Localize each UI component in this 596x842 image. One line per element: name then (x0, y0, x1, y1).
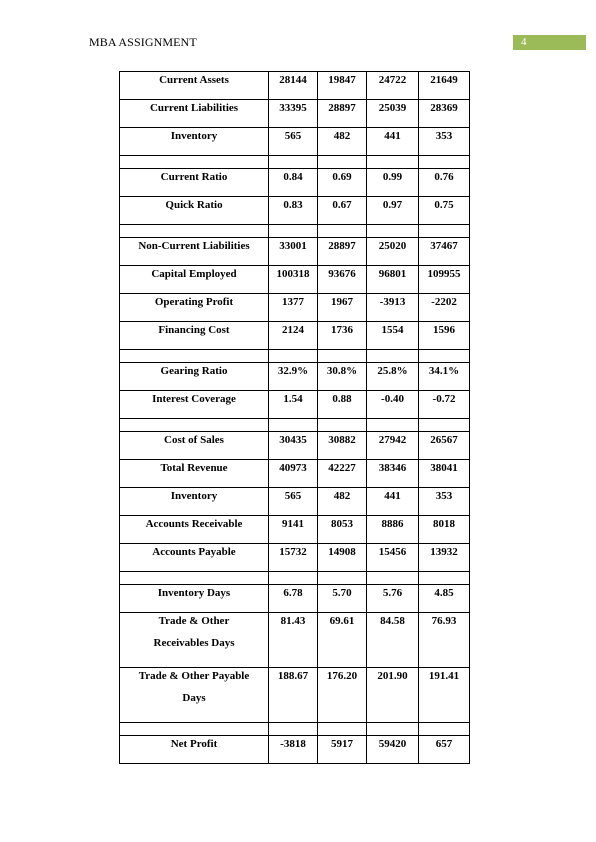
value-text: 0.69 (332, 171, 352, 183)
table-row (120, 613, 470, 668)
value-text: 93676 (328, 268, 356, 280)
value-text: 28144 (279, 74, 307, 86)
value-cell (419, 72, 470, 100)
value-text: 21649 (430, 74, 458, 86)
table-row (120, 128, 470, 156)
value-text: 0.67 (332, 199, 352, 211)
spacer-row (120, 572, 470, 585)
value-text: 1554 (381, 324, 404, 336)
empty-cell (318, 350, 367, 363)
value-cell (419, 169, 470, 197)
value-text: 28897 (328, 240, 356, 252)
value-text: 19847 (328, 74, 356, 86)
value-text: 8018 (433, 518, 455, 530)
value-cell (269, 197, 318, 225)
value-text: -0.72 (432, 393, 456, 405)
table-row (120, 238, 470, 266)
value-text: 353 (435, 490, 453, 502)
value-cell (419, 363, 470, 391)
table-row (120, 266, 470, 294)
value-cell (419, 100, 470, 128)
value-cell (367, 363, 419, 391)
row-label-text: Inventory Days (157, 587, 231, 599)
value-cell (269, 322, 318, 350)
table-row (120, 197, 470, 225)
value-text: 25.8% (377, 365, 408, 377)
value-text: -0.40 (381, 393, 404, 405)
value-text: -2202 (431, 296, 457, 308)
value-cell (269, 613, 318, 668)
row-label-text: Non-Current Liabilities (138, 240, 250, 252)
value-text: 1377 (282, 296, 304, 308)
table-row (120, 294, 470, 322)
value-text: 69.61 (329, 615, 355, 627)
value-cell (318, 294, 367, 322)
value-cell (367, 391, 419, 419)
value-cell (269, 100, 318, 128)
value-text: 565 (284, 490, 302, 502)
table-row (120, 544, 470, 572)
value-cell (318, 238, 367, 266)
empty-cell (269, 156, 318, 169)
value-cell (318, 460, 367, 488)
value-text: 9141 (282, 518, 304, 530)
value-text: 76.93 (431, 615, 457, 627)
value-text: 34.1% (428, 365, 460, 377)
row-label-text: Current Ratio (160, 171, 228, 183)
value-text: 109955 (427, 268, 461, 280)
value-text: 8886 (381, 518, 404, 530)
row-label-text: Current Liabilities (149, 102, 239, 114)
spacer-row (120, 419, 470, 432)
value-text: 32.9% (277, 365, 309, 377)
value-text: 0.76 (434, 171, 454, 183)
empty-cell (367, 419, 419, 432)
value-text: 28897 (328, 102, 356, 114)
spacer-row (120, 350, 470, 363)
value-cell (367, 613, 419, 668)
empty-cell (120, 350, 269, 363)
value-text: 201.90 (377, 670, 408, 682)
row-label-text: Accounts Receivable (145, 518, 243, 530)
value-text: 8053 (331, 518, 353, 530)
value-text: 441 (384, 490, 401, 502)
value-cell (367, 266, 419, 294)
value-cell (419, 128, 470, 156)
value-text: 5917 (331, 738, 353, 750)
page-header (89, 35, 586, 51)
value-cell (269, 128, 318, 156)
value-text: 33001 (279, 240, 307, 252)
row-label (120, 100, 269, 128)
row-label (120, 322, 269, 350)
value-text: 15456 (378, 546, 407, 558)
value-text: 37467 (430, 240, 458, 252)
empty-cell (367, 723, 419, 736)
value-cell (419, 544, 470, 572)
value-text: 188.67 (277, 670, 309, 682)
value-cell (367, 197, 419, 225)
empty-cell (419, 225, 470, 238)
value-text: 5.70 (332, 587, 352, 599)
row-label (120, 613, 269, 668)
row-label-text: Interest Coverage (152, 393, 236, 405)
value-cell (269, 238, 318, 266)
value-text: 30.8% (326, 365, 358, 377)
value-cell (318, 544, 367, 572)
value-cell (367, 100, 419, 128)
table-row (120, 736, 470, 764)
row-label-line: Trade & Other Payable (138, 670, 250, 682)
value-cell (419, 585, 470, 613)
empty-cell (367, 225, 419, 238)
value-cell (318, 488, 367, 516)
row-label (120, 169, 269, 197)
row-label (120, 488, 269, 516)
empty-cell (419, 156, 470, 169)
value-cell (419, 432, 470, 460)
value-cell (269, 294, 318, 322)
value-cell (269, 516, 318, 544)
value-text: 40973 (279, 462, 307, 474)
empty-cell (419, 723, 470, 736)
row-label (120, 668, 269, 723)
row-label-text: Current Assets (159, 74, 229, 86)
row-label (120, 363, 269, 391)
empty-cell (120, 723, 269, 736)
document-title: MBA ASSIGNMENT (89, 35, 197, 49)
value-text: 38346 (378, 462, 407, 474)
table-row (120, 100, 470, 128)
row-label (120, 460, 269, 488)
value-cell (419, 736, 470, 764)
value-cell (269, 363, 318, 391)
table-row (120, 488, 470, 516)
empty-cell (269, 225, 318, 238)
row-label-text: Financing Cost (158, 324, 230, 336)
value-cell (318, 100, 367, 128)
value-cell (269, 585, 318, 613)
value-cell (269, 544, 318, 572)
value-text: 565 (284, 130, 302, 142)
value-cell (419, 294, 470, 322)
value-cell (419, 322, 470, 350)
value-text: 15732 (279, 546, 307, 558)
table-row (120, 169, 470, 197)
value-cell (419, 391, 470, 419)
value-text: 0.75 (434, 199, 454, 211)
empty-cell (318, 419, 367, 432)
value-text: 6.78 (283, 587, 303, 599)
value-text: 81.43 (280, 615, 306, 627)
row-label (120, 72, 269, 100)
value-text: 353 (435, 130, 453, 142)
row-label-text: Cost of Sales (164, 434, 224, 446)
value-cell (318, 363, 367, 391)
row-label (120, 197, 269, 225)
row-label-text: Operating Profit (154, 296, 234, 308)
value-cell (419, 613, 470, 668)
value-cell (367, 736, 419, 764)
table-row (120, 322, 470, 350)
value-cell (367, 128, 419, 156)
value-text: 59420 (378, 738, 407, 750)
value-text: 30435 (279, 434, 307, 446)
value-cell (318, 432, 367, 460)
value-text: 27942 (378, 434, 407, 446)
empty-cell (269, 572, 318, 585)
empty-cell (318, 225, 367, 238)
table-row (120, 516, 470, 544)
value-cell (367, 668, 419, 723)
value-text: 1596 (433, 324, 455, 336)
empty-cell (120, 156, 269, 169)
value-cell (367, 322, 419, 350)
value-cell (367, 516, 419, 544)
value-text: 100318 (276, 268, 310, 280)
value-text: 657 (435, 738, 453, 750)
empty-cell (318, 156, 367, 169)
row-label (120, 516, 269, 544)
financial-ratios-table (119, 71, 470, 764)
row-label-text: Net Profit (170, 738, 218, 750)
row-label (120, 432, 269, 460)
value-cell (318, 516, 367, 544)
value-text: 84.58 (380, 615, 405, 627)
value-cell (269, 391, 318, 419)
value-text: 0.97 (382, 199, 403, 211)
spacer-row (120, 156, 470, 169)
value-text: 1.54 (283, 393, 303, 405)
value-text: 0.84 (283, 171, 303, 183)
empty-cell (367, 350, 419, 363)
value-cell (269, 488, 318, 516)
value-cell (318, 322, 367, 350)
value-text: 0.88 (332, 393, 352, 405)
value-cell (419, 238, 470, 266)
value-text: 2124 (282, 324, 304, 336)
row-label-text: Accounts Payable (152, 546, 236, 558)
empty-cell (419, 572, 470, 585)
table-row (120, 391, 470, 419)
value-cell (269, 736, 318, 764)
value-text: 191.41 (428, 670, 460, 682)
value-cell (318, 72, 367, 100)
value-cell (318, 128, 367, 156)
value-text: 25039 (378, 102, 407, 114)
empty-cell (318, 723, 367, 736)
value-cell (318, 391, 367, 419)
value-cell (318, 585, 367, 613)
value-text: 14908 (328, 546, 356, 558)
row-label-text: Total Revenue (160, 462, 228, 474)
value-cell (419, 668, 470, 723)
value-cell (367, 169, 419, 197)
row-label-line: Days (182, 692, 206, 704)
value-cell (419, 266, 470, 294)
value-text: 96801 (378, 268, 407, 280)
row-label (120, 238, 269, 266)
value-cell (367, 238, 419, 266)
value-cell (318, 266, 367, 294)
value-cell (419, 197, 470, 225)
value-cell (419, 516, 470, 544)
value-cell (269, 72, 318, 100)
row-label (120, 294, 269, 322)
empty-cell (269, 723, 318, 736)
value-text: 28369 (430, 102, 458, 114)
value-cell (269, 460, 318, 488)
value-text: 1736 (331, 324, 353, 336)
value-text: 24722 (378, 74, 407, 86)
table-row (120, 363, 470, 391)
value-cell (367, 432, 419, 460)
value-text: 33395 (279, 102, 307, 114)
row-label (120, 266, 269, 294)
value-text: 42227 (328, 462, 356, 474)
row-label (120, 391, 269, 419)
row-label-line: Trade & Other (158, 615, 230, 627)
value-text: 482 (333, 130, 351, 142)
table-row (120, 668, 470, 723)
table-row (120, 460, 470, 488)
value-cell (367, 488, 419, 516)
value-text: 482 (333, 490, 351, 502)
empty-cell (419, 350, 470, 363)
value-cell (367, 544, 419, 572)
value-cell (318, 736, 367, 764)
table-row (120, 432, 470, 460)
empty-cell (419, 419, 470, 432)
value-text: 25020 (378, 240, 407, 252)
value-text: 26567 (430, 434, 458, 446)
value-cell (269, 266, 318, 294)
value-cell (419, 460, 470, 488)
value-text: 13932 (430, 546, 458, 558)
value-text: 5.76 (382, 587, 403, 599)
row-label (120, 736, 269, 764)
value-cell (367, 72, 419, 100)
row-label-text: Gearing Ratio (160, 365, 228, 377)
value-cell (318, 169, 367, 197)
row-label (120, 128, 269, 156)
row-label-text: Inventory (170, 130, 218, 142)
value-cell (419, 488, 470, 516)
value-cell (318, 613, 367, 668)
empty-cell (120, 419, 269, 432)
page-number-box (513, 35, 586, 50)
value-cell (269, 668, 318, 723)
value-text: 4.85 (434, 587, 454, 599)
empty-cell (367, 572, 419, 585)
row-label-text: Quick Ratio (165, 199, 223, 211)
page-number: 4 (521, 36, 527, 48)
row-label-text: Capital Employed (151, 268, 237, 280)
value-cell (269, 432, 318, 460)
value-cell (269, 169, 318, 197)
value-text: 0.99 (382, 171, 403, 183)
spacer-row (120, 225, 470, 238)
value-text: 38041 (430, 462, 458, 474)
row-label-text: Inventory (170, 490, 218, 502)
empty-cell (318, 572, 367, 585)
empty-cell (269, 350, 318, 363)
value-text: -3818 (280, 738, 306, 750)
value-cell (367, 585, 419, 613)
value-text: -3913 (379, 296, 406, 308)
value-text: 176.20 (326, 670, 358, 682)
row-label (120, 544, 269, 572)
table-body (120, 72, 470, 764)
table-row (120, 72, 470, 100)
empty-cell (120, 225, 269, 238)
row-label-line: Receivables Days (153, 637, 235, 649)
value-cell (318, 197, 367, 225)
value-text: 0.83 (283, 199, 303, 211)
value-text: 441 (384, 130, 401, 142)
spacer-row (120, 723, 470, 736)
empty-cell (269, 419, 318, 432)
empty-cell (120, 572, 269, 585)
value-cell (318, 668, 367, 723)
empty-cell (367, 156, 419, 169)
value-cell (367, 460, 419, 488)
value-text: 1967 (331, 296, 353, 308)
value-cell (367, 294, 419, 322)
value-text: 30882 (328, 434, 356, 446)
